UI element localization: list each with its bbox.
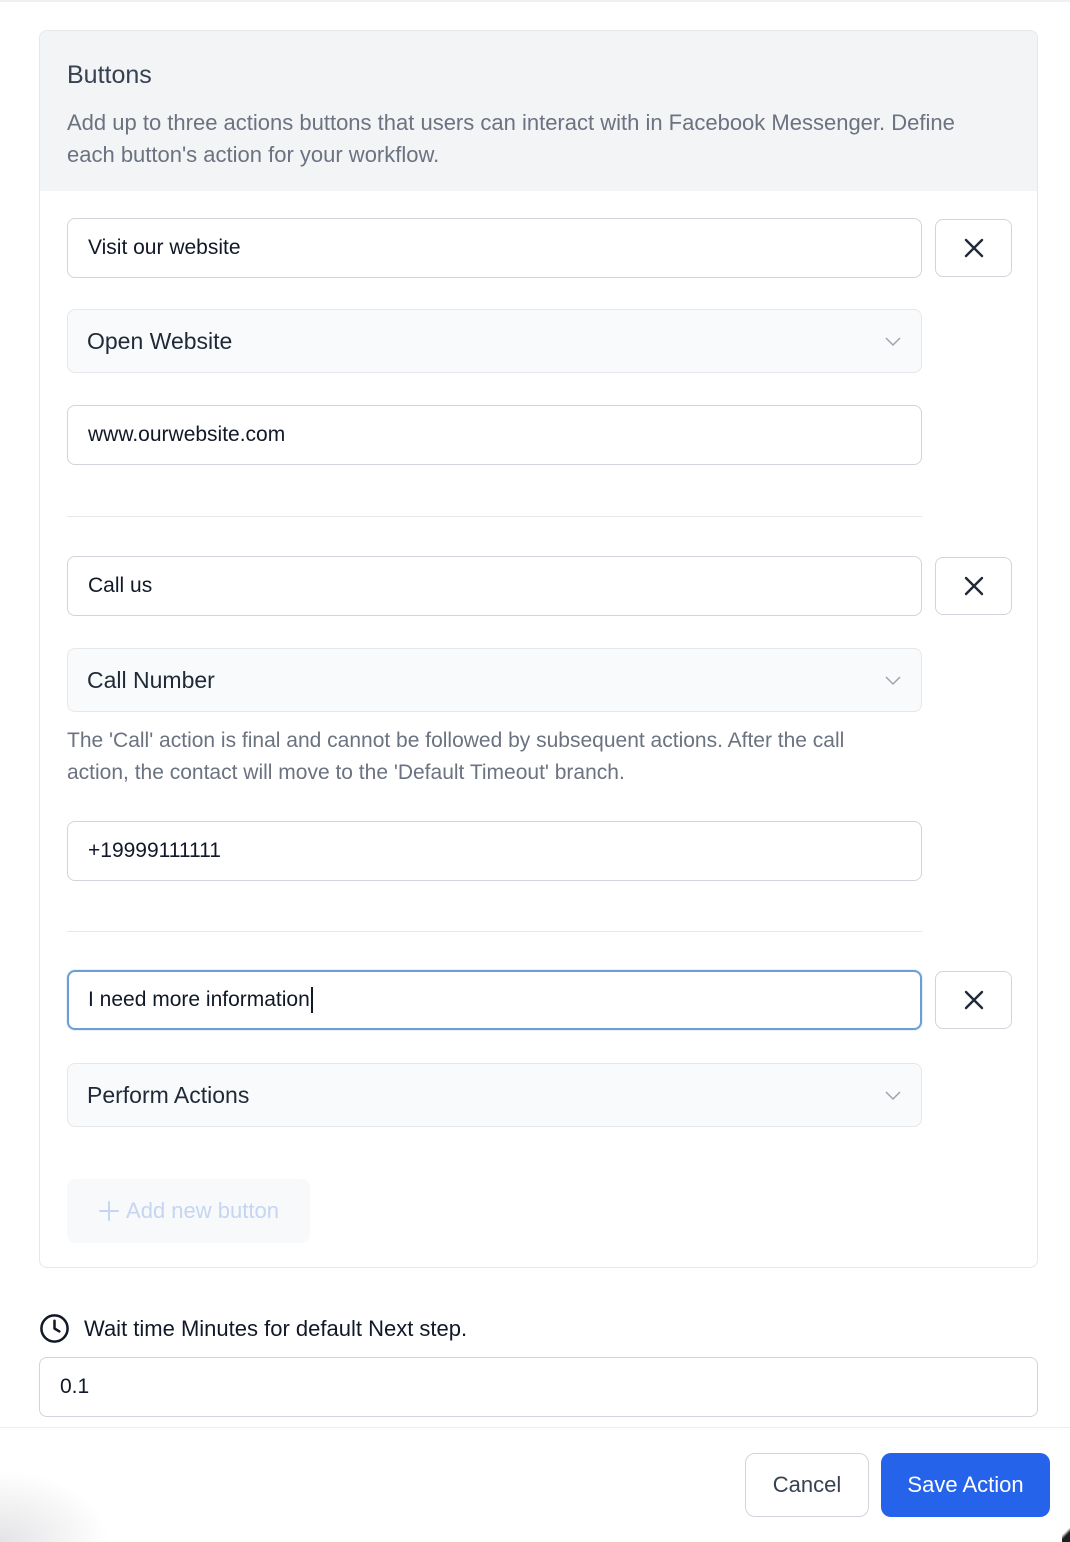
save-action-button[interactable]: Save Action <box>881 1453 1050 1517</box>
button-1-url-input[interactable] <box>67 405 922 465</box>
corner-shadow <box>0 1470 110 1542</box>
wait-time-label-text: Wait time Minutes for default Next step. <box>84 1315 468 1341</box>
cancel-button[interactable]: Cancel <box>745 1453 869 1517</box>
button-1-action-select[interactable] <box>67 309 922 373</box>
button-2-remove-button[interactable] <box>935 557 1012 615</box>
button-3-action-value: Perform Actions <box>87 1081 250 1108</box>
button-1-url-value: www.ourwebsite.com <box>88 423 286 446</box>
close-icon <box>963 575 985 597</box>
chevron-down-icon <box>884 332 902 350</box>
button-2-phone-value: +19999111111 <box>88 839 221 862</box>
clock-icon <box>39 1313 70 1344</box>
button-1-label-input[interactable] <box>67 218 922 278</box>
wait-time-label <box>39 1313 467 1344</box>
wait-time-value: 0.1 <box>60 1375 90 1398</box>
button-2-action-select[interactable] <box>67 648 922 712</box>
add-new-button[interactable] <box>67 1179 310 1243</box>
button-2-action-value: Call Number <box>87 666 215 693</box>
buttons-description: Add up to three actions buttons that users can interact with in Facebook Messenger. Define each button's action for your workflow. <box>67 110 955 167</box>
button-1-action-value: Open Website <box>87 327 233 354</box>
buttons-card <box>39 30 1038 1268</box>
button-2-label-value: Call us <box>88 574 153 597</box>
text-caret <box>311 987 313 1013</box>
wait-time-input[interactable] <box>39 1357 1038 1417</box>
footer-bar <box>0 1427 1070 1542</box>
buttons-card-header <box>40 31 1037 191</box>
corner-edge <box>1062 1525 1070 1542</box>
plus-icon <box>98 1200 120 1222</box>
button-1-label-value: Visit our website <box>88 236 241 259</box>
button-2-phone-input[interactable] <box>67 821 922 881</box>
button-3-remove-button[interactable] <box>935 971 1012 1029</box>
button-1-remove-button[interactable] <box>935 219 1012 277</box>
add-new-button-label: Add new button <box>126 1198 279 1223</box>
button-divider <box>67 931 922 932</box>
buttons-title: Buttons <box>67 61 152 89</box>
top-border <box>0 0 1070 2</box>
close-icon <box>963 237 985 259</box>
chevron-down-icon <box>884 1086 902 1104</box>
button-3-action-select[interactable] <box>67 1063 922 1127</box>
button-divider <box>67 516 922 517</box>
button-2-label-input[interactable] <box>67 556 922 616</box>
close-icon <box>963 989 985 1011</box>
button-3-label-value: I need more information <box>88 988 310 1011</box>
chevron-down-icon <box>884 671 902 689</box>
button-3-label-input[interactable] <box>67 970 922 1030</box>
call-action-help-text: The 'Call' action is final and cannot be followed by subsequent actions. After the call action, the contact will move to the 'Default Timeout' branch. <box>67 729 845 784</box>
